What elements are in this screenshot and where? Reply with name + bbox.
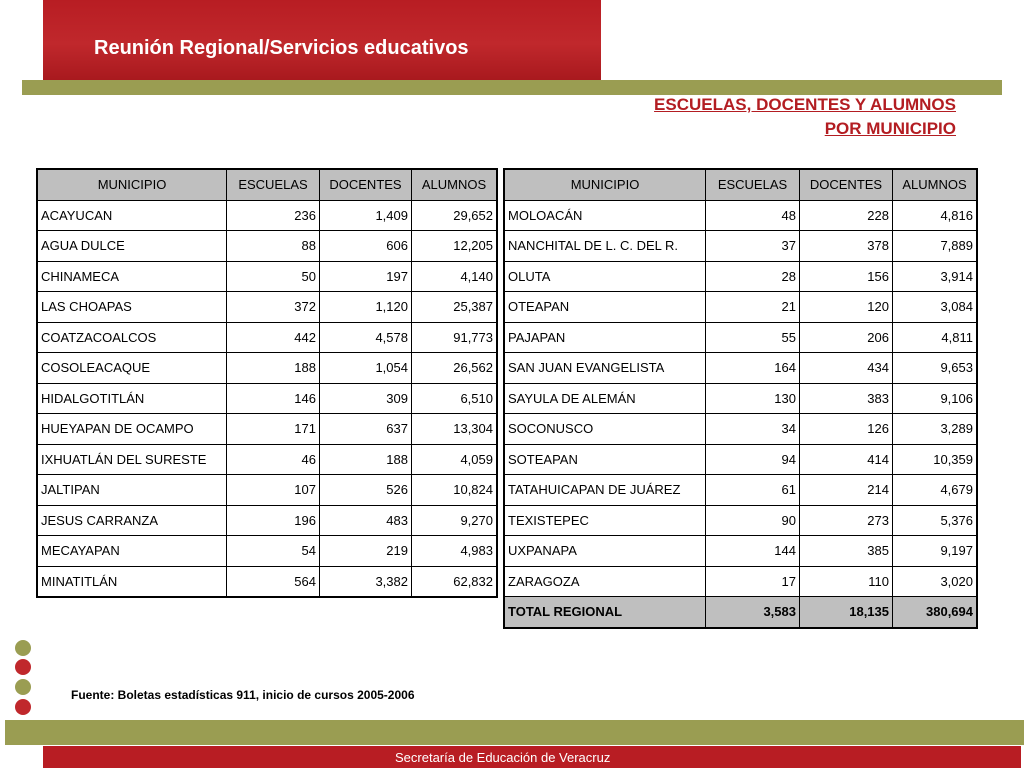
subtitle-line-1: ESCUELAS, DOCENTES Y ALUMNOS — [654, 95, 956, 114]
cell-municipio: JESUS CARRANZA — [37, 505, 227, 536]
cell-docentes: 483 — [320, 505, 412, 536]
cell-docentes: 309 — [320, 383, 412, 414]
table-row — [37, 322, 497, 353]
column-header-alumnos: ALUMNOS — [412, 169, 498, 200]
table-row — [504, 475, 977, 506]
cell-docentes: 188 — [320, 444, 412, 475]
cell-escuelas: 164 — [706, 353, 800, 384]
cell-docentes: 273 — [800, 505, 893, 536]
cell-docentes: 385 — [800, 536, 893, 567]
cell-docentes: 383 — [800, 383, 893, 414]
cell-alumnos: 5,376 — [893, 505, 978, 536]
source-note: Fuente: Boletas estadísticas 911, inicio de cursos 2005-2006 — [71, 688, 415, 702]
cell-alumnos: 4,811 — [893, 322, 978, 353]
cell-docentes: 378 — [800, 231, 893, 262]
cell-escuelas: 37 — [706, 231, 800, 262]
cell-escuelas: 171 — [227, 414, 320, 445]
cell-municipio: HUEYAPAN DE OCAMPO — [37, 414, 227, 445]
cell-escuelas: 28 — [706, 261, 800, 292]
bullet-dot-olive — [15, 679, 31, 695]
cell-alumnos: 9,270 — [412, 505, 498, 536]
cell-escuelas: 21 — [706, 292, 800, 323]
cell-docentes: 110 — [800, 566, 893, 597]
cell-docentes: 120 — [800, 292, 893, 323]
bullet-dot-olive — [15, 640, 31, 656]
cell-municipio: MOLOACÁN — [504, 200, 706, 231]
cell-municipio: OTEAPAN — [504, 292, 706, 323]
cell-alumnos: 29,652 — [412, 200, 498, 231]
cell-alumnos: 25,387 — [412, 292, 498, 323]
cell-escuelas: 144 — [706, 536, 800, 567]
cell-docentes: 206 — [800, 322, 893, 353]
cell-docentes: 214 — [800, 475, 893, 506]
municipio-table-left — [36, 168, 498, 598]
table-row — [504, 536, 977, 567]
cell-escuelas: 61 — [706, 475, 800, 506]
cell-escuelas: 442 — [227, 322, 320, 353]
column-header-alumnos: ALUMNOS — [893, 169, 978, 200]
cell-municipio: UXPANAPA — [504, 536, 706, 567]
cell-alumnos: 4,059 — [412, 444, 498, 475]
column-header-municipio: MUNICIPIO — [504, 169, 706, 200]
cell-docentes: 606 — [320, 231, 412, 262]
table-row — [504, 566, 977, 597]
table-row — [37, 353, 497, 384]
cell-alumnos: 3,289 — [893, 414, 978, 445]
total-docentes: 18,135 — [800, 597, 893, 628]
cell-escuelas: 88 — [227, 231, 320, 262]
cell-municipio: TATAHUICAPAN DE JUÁREZ — [504, 475, 706, 506]
cell-docentes: 228 — [800, 200, 893, 231]
bullet-dot-red — [15, 699, 31, 715]
cell-alumnos: 13,304 — [412, 414, 498, 445]
cell-escuelas: 146 — [227, 383, 320, 414]
cell-docentes: 1,120 — [320, 292, 412, 323]
cell-escuelas: 196 — [227, 505, 320, 536]
table-row — [504, 444, 977, 475]
cell-escuelas: 130 — [706, 383, 800, 414]
cell-docentes: 1,409 — [320, 200, 412, 231]
column-header-escuelas: ESCUELAS — [227, 169, 320, 200]
bullet-dot-red — [15, 659, 31, 675]
cell-alumnos: 4,140 — [412, 261, 498, 292]
cell-municipio: MECAYAPAN — [37, 536, 227, 567]
cell-municipio: SAN JUAN EVANGELISTA — [504, 353, 706, 384]
table-row — [504, 292, 977, 323]
cell-escuelas: 188 — [227, 353, 320, 384]
cell-municipio: SAYULA DE ALEMÁN — [504, 383, 706, 414]
cell-docentes: 4,578 — [320, 322, 412, 353]
column-header-escuelas: ESCUELAS — [706, 169, 800, 200]
cell-alumnos: 3,020 — [893, 566, 978, 597]
cell-municipio: CHINAMECA — [37, 261, 227, 292]
table-row — [504, 231, 977, 262]
cell-municipio: JALTIPAN — [37, 475, 227, 506]
table-row — [37, 383, 497, 414]
cell-alumnos: 6,510 — [412, 383, 498, 414]
cell-docentes: 414 — [800, 444, 893, 475]
table-header-row — [504, 169, 977, 200]
cell-municipio: HIDALGOTITLÁN — [37, 383, 227, 414]
table-row — [37, 200, 497, 231]
cell-escuelas: 236 — [227, 200, 320, 231]
cell-municipio: ZARAGOZA — [504, 566, 706, 597]
cell-alumnos: 7,889 — [893, 231, 978, 262]
cell-docentes: 197 — [320, 261, 412, 292]
cell-municipio: IXHUATLÁN DEL SURESTE — [37, 444, 227, 475]
cell-escuelas: 34 — [706, 414, 800, 445]
section-subtitle — [654, 93, 956, 141]
cell-escuelas: 107 — [227, 475, 320, 506]
cell-alumnos: 12,205 — [412, 231, 498, 262]
cell-municipio: ACAYUCAN — [37, 200, 227, 231]
table-row — [504, 414, 977, 445]
cell-docentes: 126 — [800, 414, 893, 445]
table-row — [504, 261, 977, 292]
cell-docentes: 3,382 — [320, 566, 412, 597]
total-label: TOTAL REGIONAL — [504, 597, 706, 628]
footer-text: Secretaría de Educación de Veracruz — [395, 750, 611, 765]
cell-docentes: 637 — [320, 414, 412, 445]
cell-municipio: MINATITLÁN — [37, 566, 227, 597]
cell-escuelas: 55 — [706, 322, 800, 353]
column-header-docentes: DOCENTES — [320, 169, 412, 200]
table-row — [37, 292, 497, 323]
cell-municipio: SOTEAPAN — [504, 444, 706, 475]
total-escuelas: 3,583 — [706, 597, 800, 628]
cell-municipio: PAJAPAN — [504, 322, 706, 353]
cell-escuelas: 564 — [227, 566, 320, 597]
cell-docentes: 1,054 — [320, 353, 412, 384]
column-header-docentes: DOCENTES — [800, 169, 893, 200]
cell-alumnos: 3,914 — [893, 261, 978, 292]
table-row — [37, 505, 497, 536]
bottom-divider-bar — [5, 720, 1024, 745]
table-row — [37, 414, 497, 445]
cell-escuelas: 90 — [706, 505, 800, 536]
cell-alumnos: 62,832 — [412, 566, 498, 597]
cell-escuelas: 94 — [706, 444, 800, 475]
table-row — [504, 505, 977, 536]
cell-docentes: 156 — [800, 261, 893, 292]
cell-docentes: 219 — [320, 536, 412, 567]
table-header-row — [37, 169, 497, 200]
cell-alumnos: 9,197 — [893, 536, 978, 567]
cell-alumnos: 10,359 — [893, 444, 978, 475]
cell-docentes: 434 — [800, 353, 893, 384]
cell-municipio: NANCHITAL DE L. C. DEL R. — [504, 231, 706, 262]
cell-alumnos: 9,653 — [893, 353, 978, 384]
cell-escuelas: 372 — [227, 292, 320, 323]
municipio-table-right — [503, 168, 978, 629]
cell-municipio: COSOLEACAQUE — [37, 353, 227, 384]
cell-alumnos: 10,824 — [412, 475, 498, 506]
cell-municipio: SOCONUSCO — [504, 414, 706, 445]
cell-municipio: COATZACOALCOS — [37, 322, 227, 353]
table-row — [37, 261, 497, 292]
table-row — [37, 231, 497, 262]
cell-municipio: TEXISTEPEC — [504, 505, 706, 536]
cell-escuelas: 50 — [227, 261, 320, 292]
cell-alumnos: 3,084 — [893, 292, 978, 323]
table-row — [37, 566, 497, 597]
cell-alumnos: 4,679 — [893, 475, 978, 506]
table-row — [37, 475, 497, 506]
cell-municipio: OLUTA — [504, 261, 706, 292]
cell-alumnos: 9,106 — [893, 383, 978, 414]
cell-alumnos: 4,816 — [893, 200, 978, 231]
total-alumnos: 380,694 — [893, 597, 978, 628]
cell-alumnos: 91,773 — [412, 322, 498, 353]
cell-docentes: 526 — [320, 475, 412, 506]
column-header-municipio: MUNICIPIO — [37, 169, 227, 200]
cell-alumnos: 26,562 — [412, 353, 498, 384]
cell-escuelas: 17 — [706, 566, 800, 597]
table-row — [504, 353, 977, 384]
table-row — [37, 444, 497, 475]
table-row — [504, 322, 977, 353]
page-title: Reunión Regional/Servicios educativos — [94, 37, 469, 59]
cell-municipio: AGUA DULCE — [37, 231, 227, 262]
table-row — [37, 536, 497, 567]
table-row — [504, 383, 977, 414]
total-row — [504, 597, 977, 628]
subtitle-line-2: POR MUNICIPIO — [824, 119, 956, 138]
cell-escuelas: 46 — [227, 444, 320, 475]
table-row — [504, 200, 977, 231]
cell-escuelas: 54 — [227, 536, 320, 567]
cell-escuelas: 48 — [706, 200, 800, 231]
cell-alumnos: 4,983 — [412, 536, 498, 567]
cell-municipio: LAS CHOAPAS — [37, 292, 227, 323]
